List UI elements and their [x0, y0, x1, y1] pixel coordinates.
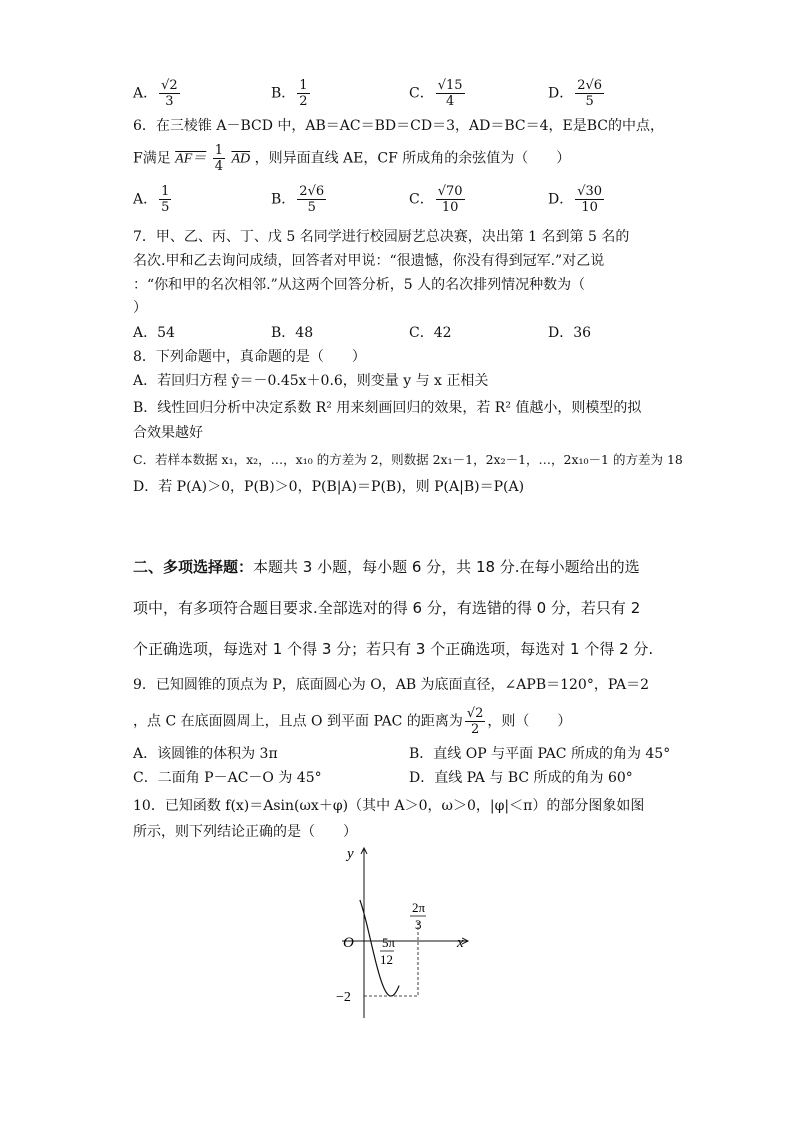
- q7-stem-line4: ）: [133, 300, 147, 316]
- q8-stem: 8．下列命题中，真命题的是（ ）: [133, 349, 366, 365]
- q6-option-c: C． $\frac{√70}{10}$: [409, 184, 463, 215]
- q7-stem-line1: 7．甲、乙、丙、丁、戊 5 名同学进行校园厨艺总决赛，决出第 1 名到第 5 名的: [133, 229, 630, 245]
- q7-option-c: C．42: [409, 325, 452, 341]
- q9-option-b: B．直线 OP 与平面 PAC 所成的角为 45°: [409, 746, 671, 762]
- section2-heading: 二、多项选择题：: [133, 558, 254, 576]
- q6-option-b: B． $\frac{2√6}{5}$: [271, 184, 325, 215]
- function-graph: [330, 840, 480, 1020]
- q8-option-b-line2: 合效果越好: [133, 425, 203, 441]
- y-min-label: −2: [336, 990, 351, 1005]
- y-axis-label: y: [347, 846, 354, 862]
- q9-stem-line1: 9．已知圆锥的顶点为 P，底面圆心为 O，AB 为底面直径，∠APB＝120°，PA＝2: [133, 677, 649, 693]
- origin-label: O: [343, 935, 354, 951]
- q6-option-a: A． $\frac{1}{5}$: [133, 184, 170, 215]
- q5-option-d: D． $\frac{2√6}{5}$: [548, 78, 603, 109]
- q8-option-a: A．若回归方程 ŷ＝－0.45x＋0.6，则变量 y 与 x 正相关: [133, 373, 489, 389]
- q6-stem-line2: F满足 AF＝ $\frac{1}{4}$ $\overline{AD}$ ，则异面直线 AE，CF 所成角的余弦值为（ ）: [133, 143, 571, 174]
- section2-line1: 二、多项选择题：本题共 3 小题，每小题 6 分，共 18 分.在每小题给出的选: [133, 558, 640, 576]
- x-zero-label-num: 5π: [382, 935, 396, 950]
- q6-option-d: D． $\frac{√30}{10}$: [548, 184, 603, 215]
- x-min-label-den: 3: [415, 917, 422, 932]
- q10-stem-line1: 10．已知函数 f(x)＝Asin(ωx＋φ)（其中 A＞0，ω＞0，|φ|＜π）的部分图象如图: [133, 798, 645, 814]
- section2-line2: 项中，有多项符合题目要求.全部选对的得 6 分，有选错的得 0 分，若只有 2: [133, 599, 641, 617]
- q6-stem-line1: 6．在三棱锥 A－BCD 中，AB＝AC＝BD＝CD＝3，AD＝BC＝4，E是BC的中点，: [133, 118, 664, 134]
- q8-option-b-line1: B．线性回归分析中决定系数 R² 用来刻画回归的效果，若 R² 值越小，则模型的拟: [133, 400, 642, 416]
- x-min-label-num: 2π: [412, 900, 426, 915]
- q9-option-c: C．二面角 P－AC－O 为 45°: [133, 770, 322, 786]
- q9-option-d: D．直线 PA 与 BC 所成的角为 60°: [409, 770, 633, 786]
- q5-option-a: A． $\frac{√2}{3}$: [133, 78, 178, 109]
- q8-option-c: C．若样本数据 x₁，x₂，…，x₁₀ 的方差为 2，则数据 2x₁－1，2x₂－1，…，2x₁₀－1 的方差为 18: [133, 452, 683, 467]
- q5-option-b: B． $\frac{1}{2}$: [271, 78, 308, 109]
- q7-option-b: B．48: [271, 325, 314, 341]
- q7-option-a: A．54: [133, 325, 175, 341]
- q10-stem-line2: 所示，则下列结论正确的是（ ）: [133, 824, 357, 840]
- q7-stem-line2: 名次.甲和乙去询问成绩，回答者对甲说：“很遗憾，你没有得到冠军.”对乙说: [133, 253, 605, 269]
- q7-option-d: D．36: [548, 325, 592, 341]
- x-zero-label-den: 12: [380, 952, 393, 967]
- q7-stem-line3: ：“你和甲的名次相邻.”从这两个回答分析，5 人的名次排列情况种数为（: [133, 277, 586, 293]
- q9-stem-line2: ，点 C 在底面圆周上，且点 O 到平面 PAC 的距离为 $\frac{√2}{2}$ ，则（ ）: [133, 706, 572, 737]
- q9-option-a: A．该圆锥的体积为 3π: [133, 746, 278, 762]
- section2-line3: 个正确选项，每选对 1 个得 3 分；若只有 3 个正确选项，每选对 1 个得 2 分.: [133, 640, 654, 658]
- q5-option-c: C． $\frac{√15}{4}$: [409, 78, 463, 109]
- q8-option-d: D．若 P(A)＞0，P(B)＞0，P(B|A)＝P(B)，则 P(A|B)＝P(A): [133, 479, 525, 495]
- x-axis-label: x: [457, 935, 464, 951]
